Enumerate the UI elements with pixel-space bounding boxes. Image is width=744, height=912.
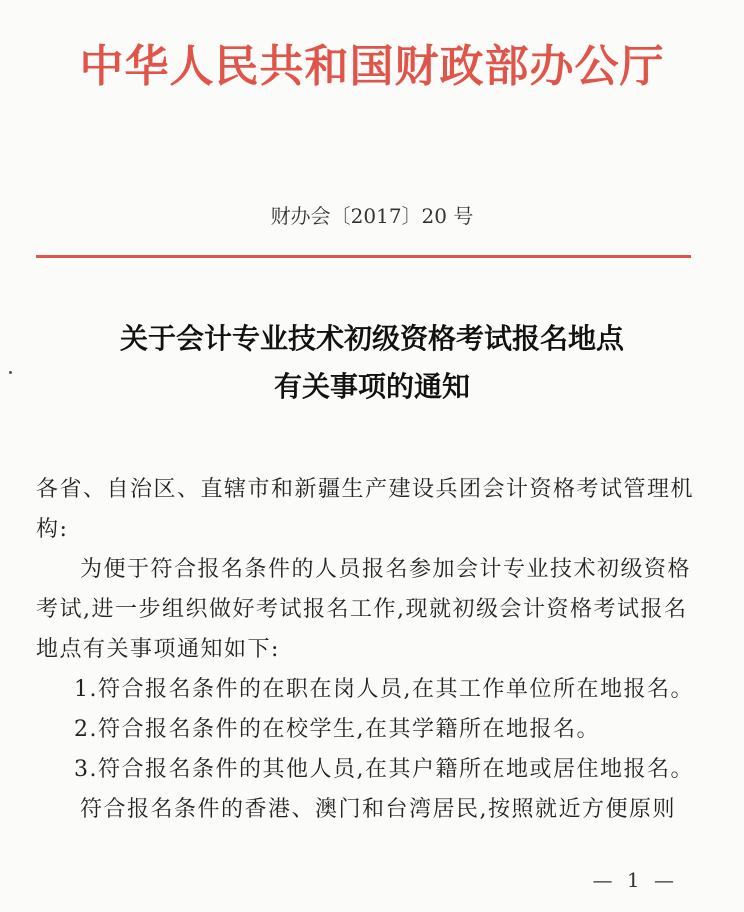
scan-speck bbox=[9, 371, 12, 374]
salutation: 各省、自治区、直辖市和新疆生产建设兵团会计资格考试管理机构: bbox=[36, 477, 695, 542]
notice-body bbox=[36, 470, 708, 830]
page-number: — 1 — bbox=[592, 868, 678, 892]
continuation-paragraph: 符合报名条件的香港、澳门和台湾居民,按照就近方便原则 bbox=[80, 797, 676, 822]
notice-title-line-2: 有关事项的通知 bbox=[273, 370, 470, 403]
notice-title bbox=[0, 315, 744, 411]
issuing-organization: 中华人民共和国财政部办公厅 bbox=[79, 41, 665, 92]
list-item-3: 3.符合报名条件的其他人员,在其户籍所在地或居住地报名。 bbox=[74, 757, 694, 782]
list-item-2: 2.符合报名条件的在校学生,在其学籍所在地报名。 bbox=[74, 717, 600, 742]
notice-title-line-1: 关于会计专业技术初级资格考试报名地点 bbox=[119, 322, 624, 355]
list-item-1: 1.符合报名条件的在职在岗人员,在其工作单位所在地报名。 bbox=[74, 677, 694, 702]
document-number: 财办会〔2017〕20 号 bbox=[270, 204, 474, 228]
red-divider-line bbox=[36, 255, 691, 258]
intro-paragraph: 为便于符合报名条件的人员报名参加会计专业技术初级资格考试,进一步组织做好考试报名工作,现就初级会计资格考试报名地点有关事项通知如下: bbox=[36, 557, 692, 662]
